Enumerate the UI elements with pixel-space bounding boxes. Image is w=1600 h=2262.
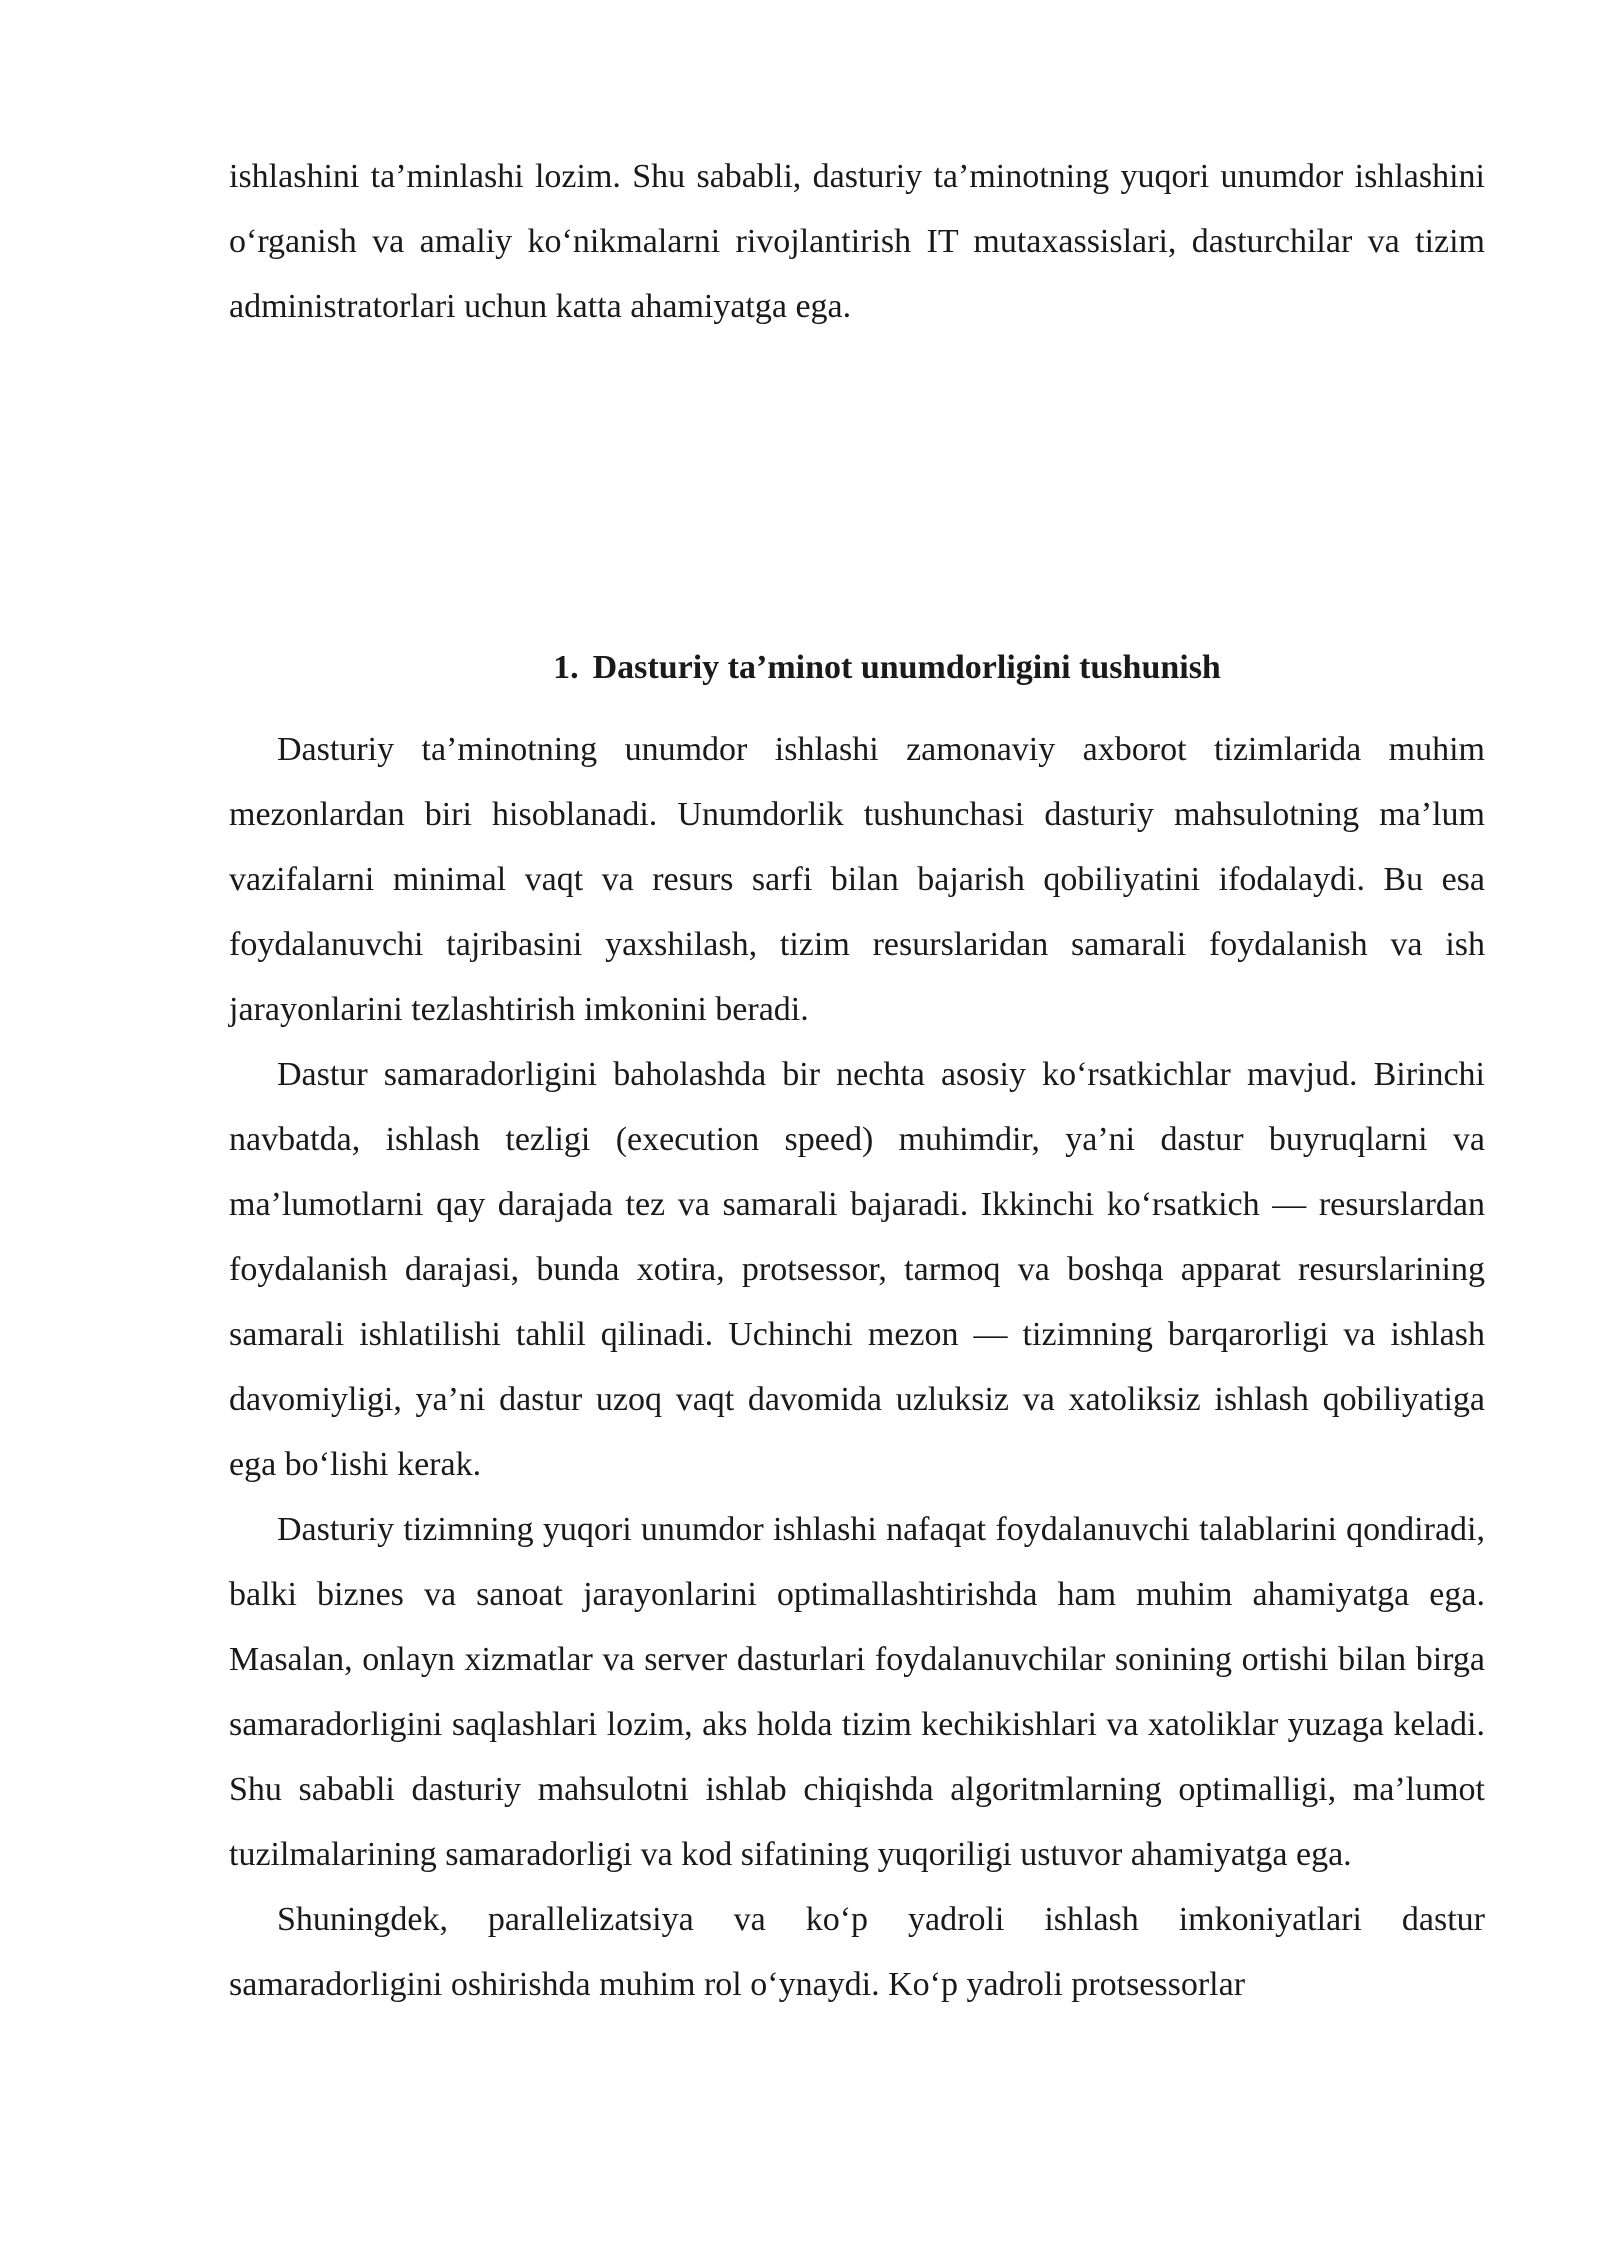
body-paragraph-2: Dastur samaradorligini baholashda bir nechta asosiy ko‘rsatkichlar mavjud. Birinchi navbatda, ishlash tezligi (execution speed) muhimdir, ya’ni dastur buyruqlarni va ma’lumotlarni qay darajada tez va samarali bajaradi. Ikkinchi ko‘rsatkich — resurslardan foydalanish darajasi, bunda xotira, protsessor, tarmoq va boshqa apparat resurslarining samarali ishlatilishi tahlil qilinadi. Uchinchi mezon — tizimning barqarorligi va ishlash davomiyligi, ya’ni dastur uzoq vaqt davomida uzluksiz va xatoliksiz ishlash qobiliyatiga ega bo‘lishi kerak. [229, 1056, 1485, 1483]
body-paragraph-1: Dasturiy ta’minotning unumdor ishlashi zamonaviy axborot tizimlarida muhim mezonlardan biri hisoblanadi. Unumdorlik tushunchasi dasturiy mahsulotning ma’lum vazifalarni minimal vaqt va resurs sarfi bilan bajarish qobiliyatini ifodalaydi. Bu esa foydalanuvchi tajribasini yaxshilash, tizim resurslaridan samarali foydalanish va ish jarayonlarini tezlashtirish imkonini beradi. [229, 731, 1485, 1028]
section-heading [229, 635, 1485, 700]
section-body [229, 717, 1485, 2017]
intro-paragraph-block [229, 144, 1485, 339]
section-title: Dasturiy ta’minot unumdorligini tushunish [592, 649, 1221, 686]
intro-paragraph: ishlashini ta’minlashi lozim. Shu sababli, dasturiy ta’minotning yuqori unumdor ishlashini o‘rganish va amaliy ko‘nikmalarni rivojlantirish IT mutaxassislari, dasturchilar va tizim administratorlari uchun katta ahamiyatga ega. [229, 158, 1485, 325]
body-paragraph-3: Dasturiy tizimning yuqori unumdor ishlashi nafaqat foydalanuvchi talablarini qondiradi, balki biznes va sanoat jarayonlarini optimallashtirishda ham muhim ahamiyatga ega. Masalan, onlayn xizmatlar va server dasturlari foydalanuvchilar sonining ortishi bilan birga samaradorligini saqlashlari lozim, aks holda tizim kechikishlari va xatoliklar yuzaga keladi. Shu sababli dasturiy mahsulotni ishlab chiqishda algoritmlarning optimalligi, ma’lumot tuzilmalarining samaradorligi va kod sifatining yuqoriligi ustuvor ahamiyatga ega. [229, 1511, 1485, 1873]
section-number: 1. [553, 649, 579, 686]
body-paragraph-4: Shuningdek, parallelizatsiya va ko‘p yadroli ishlash imkoniyatlari dastur samaradorligini oshirishda muhim rol o‘ynaydi. Ko‘p yadroli protsessorlar [229, 1901, 1485, 2003]
